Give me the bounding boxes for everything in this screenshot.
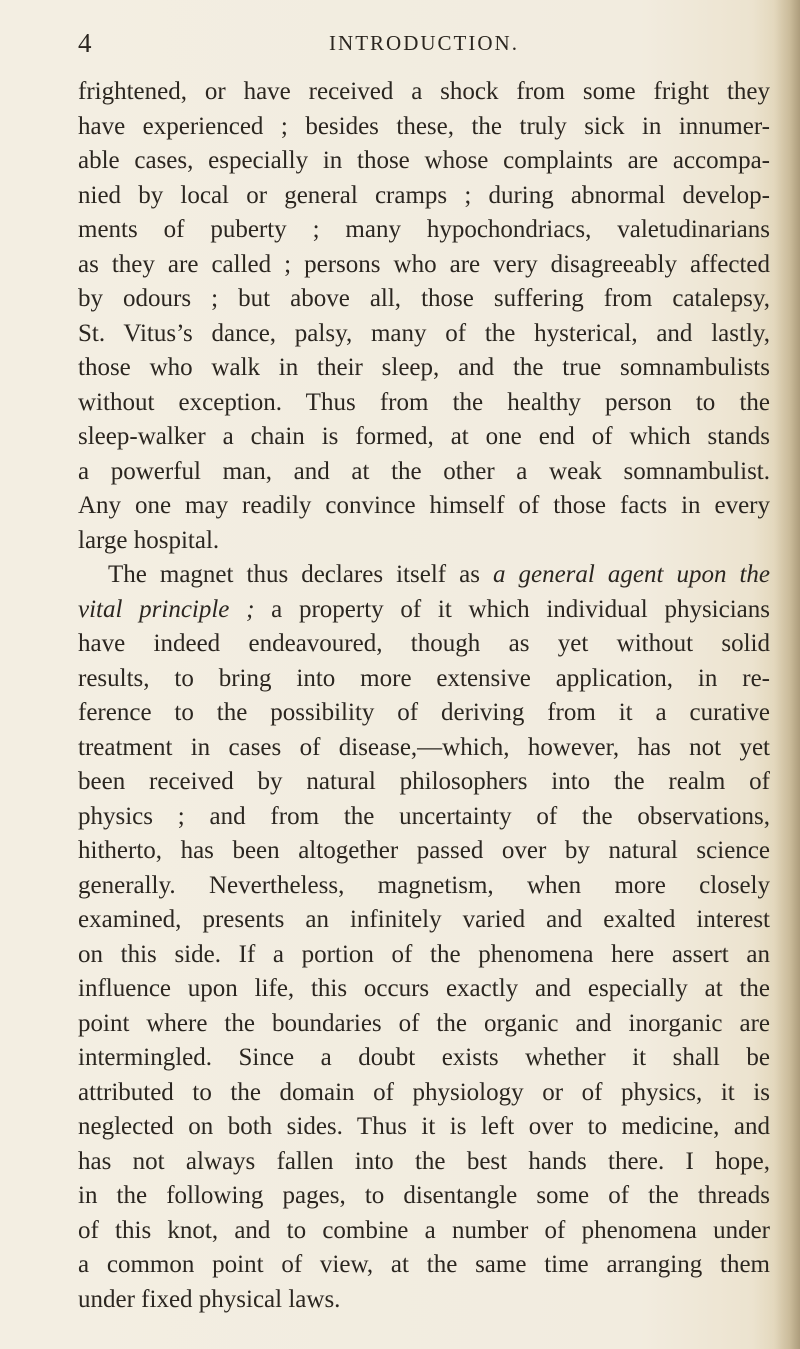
text-line: neglected on both sides. Thus it is left over to medicine, and	[78, 1113, 770, 1140]
text-run: a property of it which individual physicians	[254, 595, 770, 623]
text-line: sleep-walker a chain is formed, at one end of which stands	[78, 423, 770, 450]
text-line	[78, 593, 770, 628]
text-line: has not always fallen into the best hands there. I hope,	[78, 1147, 770, 1175]
page-header	[78, 27, 770, 59]
text-line: ments of puberty ; many hypochondriacs, valetudinarians	[78, 216, 770, 243]
page-number: 4	[78, 28, 92, 58]
text-line: have experienced ; besides these, the truly sick in innumer-	[78, 112, 770, 140]
text-line: able cases, especially in those whose complaints are accompa-	[78, 147, 770, 174]
page-edge-shadow	[774, 0, 800, 1349]
italic-phrase: a general agent upon the	[492, 561, 771, 588]
text-line: point where the boundaries of the organic and inorganic are	[78, 1009, 770, 1037]
text-line: in the following pages, to disentangle some of the threads	[78, 1182, 770, 1209]
text-line: results, to bring into more extensive application, in re-	[78, 664, 770, 692]
text-line: examined, presents an infinitely varied and exalted interest	[78, 906, 770, 933]
text-line: by odours ; but above all, those suffering from catalepsy,	[78, 285, 770, 312]
text-line: been received by natural philosophers into the realm of	[78, 768, 770, 795]
text-line: treatment in cases of disease,—which, however, has not yet	[78, 733, 770, 761]
text-line: influence upon life, this occurs exactly and especially at the	[78, 975, 770, 1002]
text-line: of this knot, and to combine a number of phenomena under	[78, 1216, 770, 1244]
text-line	[78, 558, 770, 593]
text-line: under fixed physical laws.	[78, 1285, 341, 1313]
text-line: on this side. If a portion of the phenomena here assert an	[78, 940, 770, 968]
running-head: INTRODUCTION.	[329, 31, 519, 55]
text-line: those who walk in their sleep, and the true somnambulists	[78, 354, 770, 381]
text-run: The magnet thus declares itself as	[108, 561, 493, 588]
text-line: have indeed endeavoured, though as yet without solid	[78, 630, 770, 657]
text-line: hitherto, has been altogether passed over by natural science	[78, 837, 770, 864]
text-line: ference to the possibility of deriving from it a curative	[78, 699, 770, 726]
text-line: a common point of view, at the same time arranging them	[78, 1251, 770, 1278]
text-line: attributed to the domain of physiology or of physics, it is	[78, 1078, 770, 1106]
text-line: without exception. Thus from the healthy person to the	[78, 388, 770, 416]
text-line: Any one may readily convince himself of those facts in every	[78, 492, 770, 519]
text-line: as they are called ; persons who are very disagreeably affected	[78, 250, 770, 278]
text-line: St. Vitus’s dance, palsy, many of the hysterical, and lastly,	[78, 319, 770, 347]
text-line: large hospital.	[78, 526, 220, 554]
text-line: frightened, or have received a shock from some fright they	[78, 78, 770, 105]
text-line: a powerful man, and at the other a weak somnambulist.	[78, 457, 770, 485]
body-text	[78, 75, 770, 1317]
italic-phrase: vital principle ;	[78, 595, 255, 623]
text-line: physics ; and from the uncertainty of the observations,	[78, 802, 770, 830]
text-line: intermingled. Since a doubt exists whether it shall be	[78, 1044, 770, 1071]
text-line: generally. Nevertheless, magnetism, when more closely	[78, 871, 770, 899]
text-line: nied by local or general cramps ; during abnormal develop-	[78, 181, 770, 209]
